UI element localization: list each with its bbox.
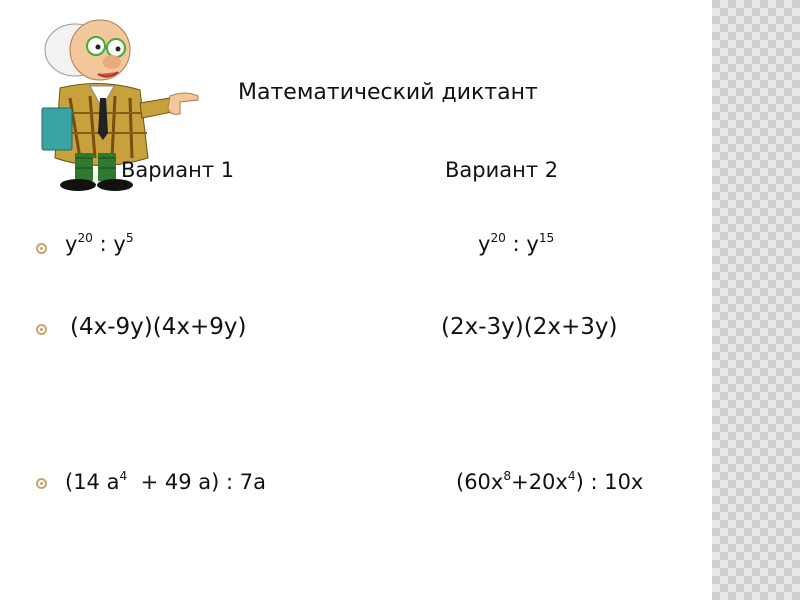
circle-bullet-icon: [36, 478, 47, 489]
variant-1-heading: Вариант 1: [121, 158, 235, 182]
circle-bullet-icon: [36, 324, 47, 335]
decorative-side-strip: [712, 0, 800, 600]
row-2-variant-1: (4x-9y)(4x+9y): [70, 314, 247, 340]
variant-2-heading: Вариант 2: [445, 158, 559, 182]
row-3-variant-1: (14 $a^4 + 49$ a) : 7a: [65, 468, 266, 494]
row-1-variant-2: $y^{20}$ : $y^{15}$: [478, 230, 555, 256]
circle-bullet-icon: [36, 243, 47, 254]
slide-title: Математический диктант: [238, 80, 538, 105]
row-1-variant-1: $y^{20}$ : $y^5$: [65, 230, 134, 256]
row-2-variant-2: (2x-3y)(2x+3y): [441, 314, 618, 340]
row-3-variant-2: $(60x^8+20x^4)$ : 10x: [456, 468, 644, 494]
